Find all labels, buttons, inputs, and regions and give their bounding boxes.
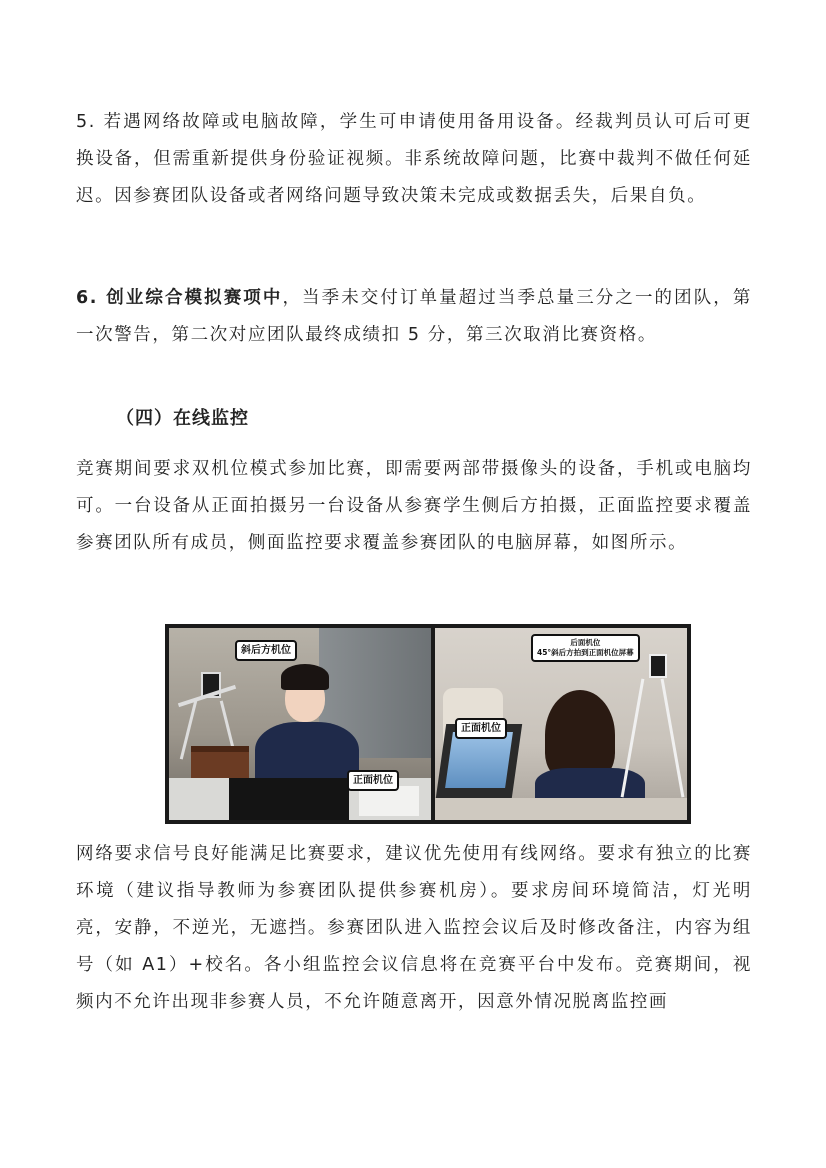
callout-rear-camera-line2: 45°斜后方拍到正面机位屏幕	[537, 648, 634, 657]
dual-camera-figure	[165, 624, 691, 824]
paragraph-monitor-text: 竞赛期间要求双机位模式参加比赛，即需要两部带摄像头的设备，手机或电脑均可。一台设备从正面拍摄另一台设备从参赛学生侧后方拍摄，正面监控要求覆盖参赛团队所有成员，侧面监控要求覆盖参赛团队的电脑屏幕，如图所示。	[76, 459, 752, 553]
paragraph-6-bold: 6. 创业综合模拟赛项中	[76, 288, 283, 308]
laptop-icon	[229, 778, 349, 820]
paragraph-5-text: 5. 若遇网络故障或电脑故障，学生可申请使用备用设备。经裁判员认可后可更换设备，但需重新提供身份验证视频。非系统故障问题，比赛中裁判不做任何延迟。因参赛团队设备或者网络问题导致决策未完成或数据丢失，后果自负。	[76, 112, 752, 206]
callout-rear-camera-line1: 后面机位	[570, 638, 601, 647]
front-view-photo	[169, 628, 431, 820]
student-hair	[281, 664, 329, 690]
callout-front-camera: 正面机位	[347, 770, 399, 791]
callout-rear-camera	[531, 634, 640, 662]
paragraph-6	[76, 280, 752, 354]
section-heading: （四）在线监控	[116, 408, 249, 429]
paragraph-network-text: 网络要求信号良好能满足比赛要求，建议优先使用有线网络。要求有独立的比赛环境（建议指导教师为参赛团队提供参赛机房）。要求房间环境简洁，灯光明亮，安静，不逆光，无遮挡。参赛团队进入监控会议后及时修改备注，内容为组号（如 A1）+校名。各小组监控会议信息将在竞赛平台中发布。竞赛期间，视频内不允许出现非参赛人员，不允许随意离开，因意外情况脱离监控画	[76, 844, 752, 1012]
callout-front-camera-right: 正面机位	[455, 718, 507, 739]
paragraph-6-text: ，当季未交付订单量超过当季总量三分之一的团队，第一次警告，第二次对应团队最终成绩扣 5 分，第三次取消比赛资格。	[76, 288, 752, 345]
screen-content	[445, 732, 513, 788]
tripod-leg	[661, 679, 685, 798]
desk	[435, 798, 687, 820]
paragraph-5	[76, 104, 752, 215]
phone-on-tripod-icon	[649, 654, 667, 678]
paragraph-network	[76, 836, 752, 1021]
rear-view-photo	[435, 628, 687, 820]
paragraph-monitor	[76, 451, 752, 562]
callout-rear-oblique-camera: 斜后方机位	[235, 640, 297, 661]
student-hair-back	[545, 690, 615, 780]
